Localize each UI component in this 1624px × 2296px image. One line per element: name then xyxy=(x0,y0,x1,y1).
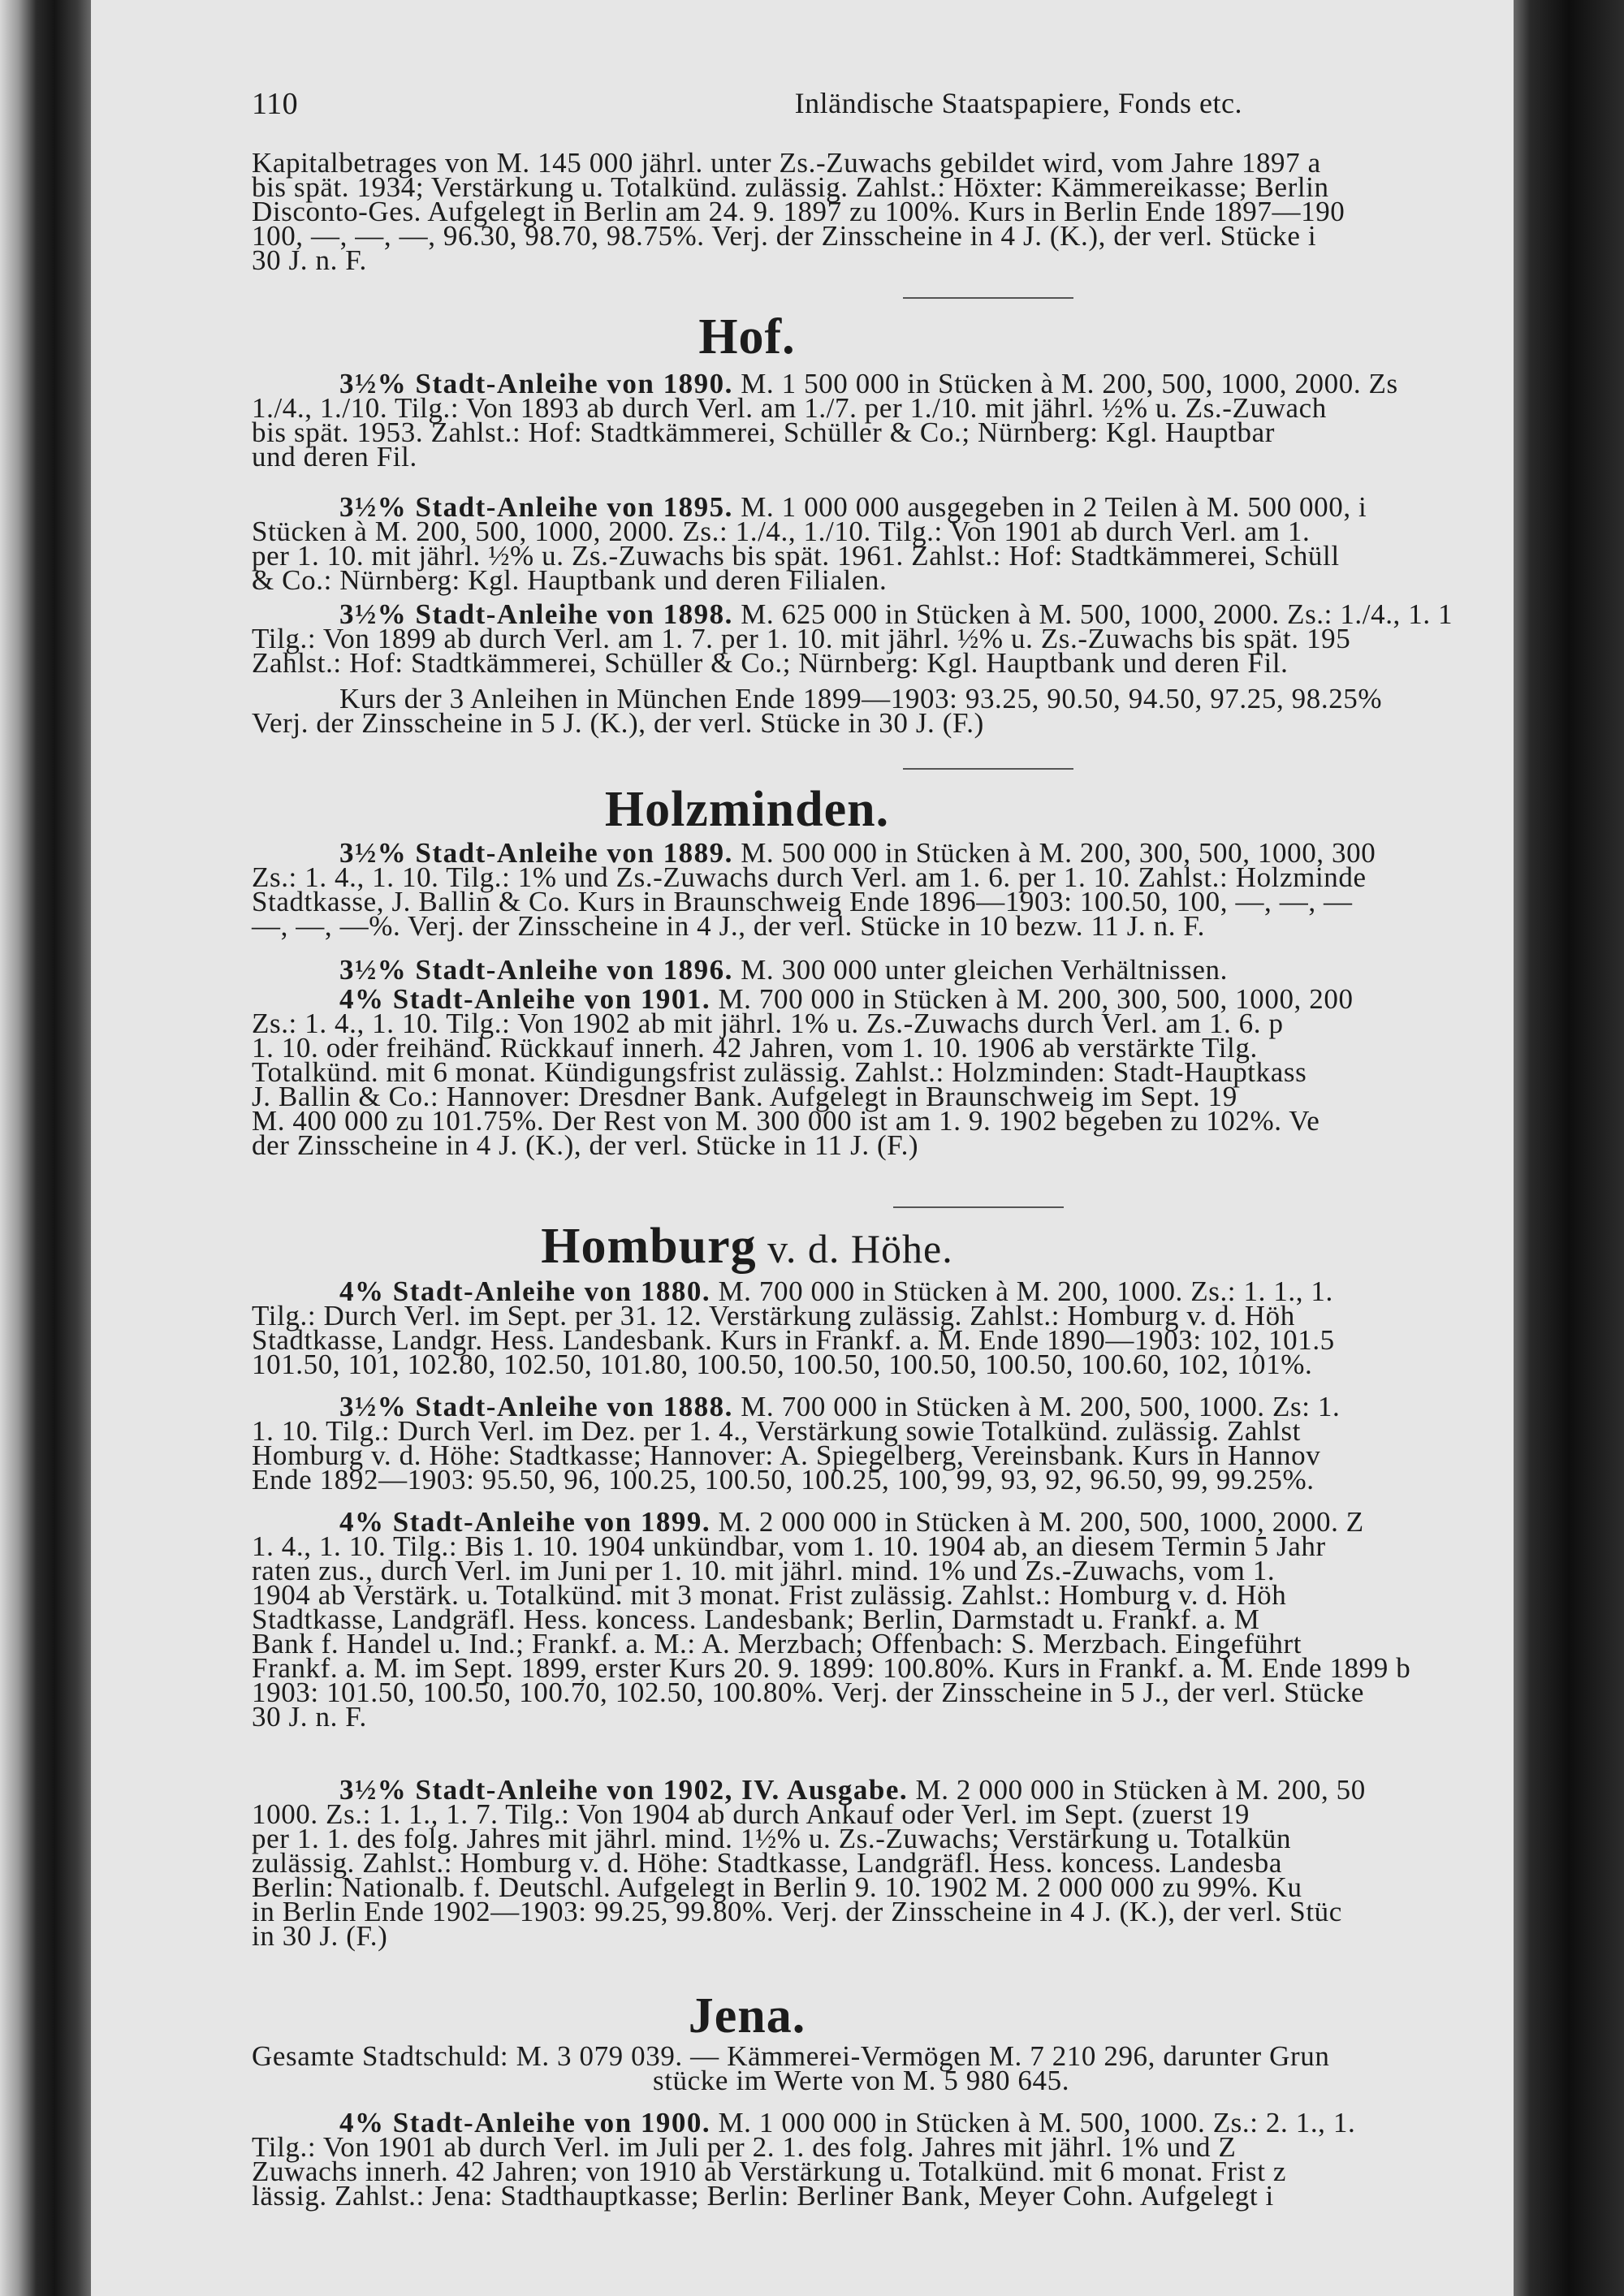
text-line: Stücken à M. 200, 500, 1000, 2000. Zs.: 1./4., 1./10. Tilg.: Von 1901 ab durch Verl. am 1. xyxy=(252,516,1311,547)
text-line: Verj. der Zinsscheine in 5 J. (K.), der verl. Stücke in 30 J. (F.) xyxy=(252,707,984,739)
text-line: 1000. Zs.: 1. 1., 1. 7. Tilg.: Von 1904 ab durch Ankauf oder Verl. im Sept. (zuerst 19 xyxy=(252,1798,1250,1830)
text-line: und deren Fil. xyxy=(252,441,417,473)
entry-holzminden-1896 xyxy=(252,954,1514,986)
text-line: Zuwachs innerh. 42 Jahren; von 1910 ab Verstärkung u. Totalkünd. mit 6 monat. Frist z xyxy=(252,2156,1287,2187)
entry-title: 4% Stadt-Anleihe von 1901. xyxy=(339,983,711,1015)
text-line: Zs.: 1. 4., 1. 10. Tilg.: Von 1902 ab mit jährl. 1% u. Zs.-Zuwachs durch Verl. am 1. 6. p xyxy=(252,1008,1284,1039)
entry-hof-1895 xyxy=(252,491,1514,596)
text-line: Homburg v. d. Höhe: Stadtkasse; Hannover: A. Spiegelberg, Vereinsbank. Kurs in Hannov xyxy=(252,1439,1321,1471)
text-line: lässig. Zahlst.: Jena: Stadthauptkasse; Berlin: Berliner Bank, Meyer Cohn. Aufgelegt i xyxy=(252,2180,1274,2212)
text-line: 30 J. n. F. xyxy=(252,1701,367,1733)
text-line: Kapitalbetrages von M. 145 000 jährl. unter Zs.-Zuwachs gebildet wird, vom Jahre 1897 a xyxy=(252,147,1321,179)
entry-text: M. 500 000 in Stücken à M. 200, 300, 500, 1000, 300 xyxy=(732,837,1376,869)
text-line: 101.50, 101, 102.80, 102.50, 101.80, 100.50, 100.50, 100.50, 100.50, 100.60, 102, 101%. xyxy=(252,1349,1313,1380)
text-line: Berlin: Nationalb. f. Deutschl. Aufgelegt in Berlin 9. 10. 1902 M. 2 000 000 zu 99%. Ku xyxy=(252,1871,1302,1903)
entry-text: M. 625 000 in Stücken à M. 500, 1000, 2000. Zs.: 1./4., 1. 1 xyxy=(732,598,1453,630)
entry-text: M. 700 000 in Stücken à M. 200, 500, 1000. Zs: 1. xyxy=(732,1391,1341,1422)
text-line: —, —, —%. Verj. der Zinsscheine in 4 J., der verl. Stücke in 10 bezw. 11 J. n. F. xyxy=(252,910,1206,942)
entry-homburg-1899 xyxy=(252,1506,1514,1733)
homburg-subtitle: v. d. Höhe. xyxy=(756,1226,953,1271)
entry-jena-1900 xyxy=(252,2107,1514,2212)
entry-title: 4% Stadt-Anleihe von 1900. xyxy=(339,2107,711,2138)
entry-text: M. 2 000 000 in Stücken à M. 200, 50 xyxy=(908,1774,1366,1806)
entry-holzminden-1889 xyxy=(252,837,1514,942)
text-line: 1. 4., 1. 10. Tilg.: Bis 1. 10. 1904 unkündbar, vom 1. 10. 1904 ab, an diesem Termin 5 Jahr xyxy=(252,1530,1326,1562)
entry-homburg-1902 xyxy=(252,1774,1514,1952)
entry-hof-1898 xyxy=(252,598,1514,679)
section-heading-hof: Hof. xyxy=(698,309,796,365)
entry-text: M. 2 000 000 in Stücken à M. 200, 500, 1000, 2000. Z xyxy=(710,1506,1364,1538)
section-divider xyxy=(903,297,1073,299)
section-heading-homburg xyxy=(252,1218,1242,1275)
text-line: Frankf. a. M. im Sept. 1899, erster Kurs 20. 9. 1899: 100.80%. Kurs in Frankf. a. M. Ende 1899 b xyxy=(252,1652,1411,1684)
entry-title: 3½% Stadt-Anleihe von 1896. xyxy=(339,954,733,986)
text-line: M. 400 000 zu 101.75%. Der Rest von M. 300 000 ist am 1. 9. 1902 begeben zu 102%. Ve xyxy=(252,1105,1320,1137)
scan-right-margin xyxy=(1514,0,1624,2296)
text-line: in 30 J. (F.) xyxy=(252,1920,388,1952)
text-line: Zahlst.: Hof: Stadtkämmerei, Schüller & Co.; Nürnberg: Kgl. Hauptbank und deren Fil. xyxy=(252,647,1289,679)
text-line: 100, —, —, —, 96.30, 98.70, 98.75%. Verj. der Zinsscheine in 4 J. (K.), der verl. Stücke i xyxy=(252,220,1317,252)
entry-title: 3½% Stadt-Anleihe von 1895. xyxy=(339,491,733,523)
entry-title: 3½% Stadt-Anleihe von 1890. xyxy=(339,368,733,399)
text-line: der Zinsscheine in 4 J. (K.), der verl. Stücke in 11 J. (F.) xyxy=(252,1129,919,1161)
text-line: per 1. 10. mit jährl. ½% u. Zs.-Zuwachs bis spät. 1961. Zahlst.: Hof: Stadtkämmerei, Schüll xyxy=(252,540,1340,572)
text-line: 1./4., 1./10. Tilg.: Von 1893 ab durch Verl. am 1./7. per 1./10. mit jährl. ½% u. Zs.-Zuwach xyxy=(252,392,1327,424)
entry-holzminden-1901 xyxy=(252,983,1514,1161)
text-line: Gesamte Stadtschuld: M. 3 079 039. — Kämmerei-Vermögen M. 7 210 296, darunter Grun xyxy=(252,2040,1330,2072)
text-line: bis spät. 1953. Zahlst.: Hof: Stadtkämmerei, Schüller & Co.; Nürnberg: Kgl. Hauptbar xyxy=(252,416,1275,448)
entry-hof-kurs xyxy=(252,683,1514,739)
section-heading-holzminden: Holzminden. xyxy=(604,782,890,837)
text-line: J. Ballin & Co.: Hannover: Dresdner Bank. Aufgelegt in Braunschweig im Sept. 19 xyxy=(252,1081,1237,1112)
entry-title: 4% Stadt-Anleihe von 1899. xyxy=(339,1506,711,1538)
entry-title: 3½% Stadt-Anleihe von 1889. xyxy=(339,837,733,869)
text-line: Stadtkasse, Landgräfl. Hess. koncess. Landesbank; Berlin, Darmstadt u. Frankf. a. M xyxy=(252,1603,1260,1635)
text-line: in Berlin Ende 1902—1903: 99.25, 99.80%. Verj. der Zinsscheine in 4 J. (K.), der verl. Stüc xyxy=(252,1896,1342,1927)
text-line: Totalkünd. mit 6 monat. Kündigungsfrist zulässig. Zahlst.: Holzminden: Stadt-Hauptkass xyxy=(252,1056,1307,1088)
page-header xyxy=(252,86,1242,122)
text-line: Kurs der 3 Anleihen in München Ende 1899—1903: 93.25, 90.50, 94.50, 97.25, 98.25% xyxy=(339,683,1383,714)
text-line: Ende 1892—1903: 95.50, 96, 100.25, 100.50, 100.25, 100, 99, 93, 92, 96.50, 99, 99.25%. xyxy=(252,1464,1315,1495)
text-line: 1904 ab Verstärk. u. Totalkünd. mit 3 monat. Frist zulässig. Zahlst.: Homburg v. d. Höh xyxy=(252,1579,1287,1611)
section-divider xyxy=(903,768,1073,770)
entry-title: 3½% Stadt-Anleihe von 1898. xyxy=(339,598,733,630)
text-line: stücke im Werte von M. 5 980 645. xyxy=(653,2065,1070,2096)
text-line: Zs.: 1. 4., 1. 10. Tilg.: 1% und Zs.-Zuwachs durch Verl. am 1. 6. per 1. 10. Zahlst.: Holzminde xyxy=(252,861,1367,893)
text-line: Disconto-Ges. Aufgelegt in Berlin am 24. 9. 1897 zu 100%. Kurs in Berlin Ende 1897—190 xyxy=(252,196,1345,227)
section-divider xyxy=(893,1206,1064,1208)
entry-homburg-1880 xyxy=(252,1275,1514,1380)
page-number: 110 xyxy=(252,87,299,121)
text-line: zulässig. Zahlst.: Homburg v. d. Höhe: Stadtkasse, Landgräfl. Hess. koncess. Landesba xyxy=(252,1847,1282,1879)
entry-title: 4% Stadt-Anleihe von 1880. xyxy=(339,1275,711,1307)
text-line: Bank f. Handel u. Ind.; Frankf. a. M.: A. Merzbach; Offenbach: S. Merzbach. Eingeführt xyxy=(252,1628,1302,1659)
entry-text: M. 300 000 unter gleichen Verhältnissen. xyxy=(732,954,1228,986)
entry-hof-1890 xyxy=(252,368,1514,473)
homburg-title: Homburg xyxy=(541,1219,757,1274)
entry-text: M. 700 000 in Stücken à M. 200, 300, 500, 1000, 200 xyxy=(710,983,1354,1015)
text-line: 1. 10. Tilg.: Durch Verl. im Dez. per 1. 4., Verstärkung sowie Totalkünd. zulässig. Zahlst xyxy=(252,1415,1301,1447)
text-line: 30 J. n. F. xyxy=(252,244,367,276)
text-line: per 1. 1. des folg. Jahres mit jährl. mind. 1½% u. Zs.-Zuwachs; Verstärkung u. Totalkün xyxy=(252,1823,1292,1854)
text-line: & Co.: Nürnberg: Kgl. Hauptbank und deren Filialen. xyxy=(252,564,888,596)
entry-text: M. 1 000 000 in Stücken à M. 500, 1000. Zs.: 2. 1., 1. xyxy=(710,2107,1356,2138)
intro-paragraph xyxy=(252,147,1514,276)
jena-intro xyxy=(252,2040,1514,2096)
entry-homburg-1888 xyxy=(252,1391,1514,1495)
text-line: 1903: 101.50, 100.50, 100.70, 102.50, 100.80%. Verj. der Zinsscheine in 5 J., der verl. Stücke xyxy=(252,1677,1365,1708)
document-page xyxy=(91,0,1514,2296)
running-title: Inländische Staatspapiere, Fonds etc. xyxy=(794,87,1242,119)
scan-left-margin xyxy=(0,0,91,2296)
text-line: bis spät. 1934; Verstärkung u. Totalkünd. zulässig. Zahlst.: Höxter: Kämmereikasse; Berlin xyxy=(252,171,1329,203)
entry-text: M. 1 000 000 ausgegeben in 2 Teilen à M. 500 000, i xyxy=(732,491,1367,523)
text-line: Tilg.: Von 1899 ab durch Verl. am 1. 7. per 1. 10. mit jährl. ½% u. Zs.-Zuwachs bis spät. 195 xyxy=(252,623,1351,654)
text-line: 1. 10. oder freihänd. Rückkauf innerh. 42 Jahren, vom 1. 10. 1906 ab verstärkte Tilg. xyxy=(252,1032,1258,1064)
text-line: raten zus., durch Verl. im Juni per 1. 10. mit jährl. mind. 1% und Zs.-Zuwachs, vom 1. xyxy=(252,1555,1276,1586)
text-line: Tilg.: Von 1901 ab durch Verl. im Juli per 2. 1. des folg. Jahres mit jährl. 1% und Z xyxy=(252,2131,1237,2163)
entry-text: M. 1 500 000 in Stücken à M. 200, 500, 1000, 2000. Zs xyxy=(732,368,1398,399)
section-heading-jena: Jena. xyxy=(688,1988,806,2044)
text-line: Stadtkasse, Landgr. Hess. Landesbank. Kurs in Frankf. a. M. Ende 1890—1903: 102, 101.5 xyxy=(252,1324,1335,1356)
text-line: Tilg.: Durch Verl. im Sept. per 31. 12. Verstärkung zulässig. Zahlst.: Homburg v. d. Höh xyxy=(252,1300,1295,1331)
entry-title: 3½% Stadt-Anleihe von 1888. xyxy=(339,1391,733,1422)
text-line: Stadtkasse, J. Ballin & Co. Kurs in Braunschweig Ende 1896—1903: 100.50, 100, —, —, — xyxy=(252,886,1353,917)
entry-title: 3½% Stadt-Anleihe von 1902, IV. Ausgabe. xyxy=(339,1774,909,1806)
entry-text: M. 700 000 in Stücken à M. 200, 1000. Zs.: 1. 1., 1. xyxy=(710,1275,1333,1307)
